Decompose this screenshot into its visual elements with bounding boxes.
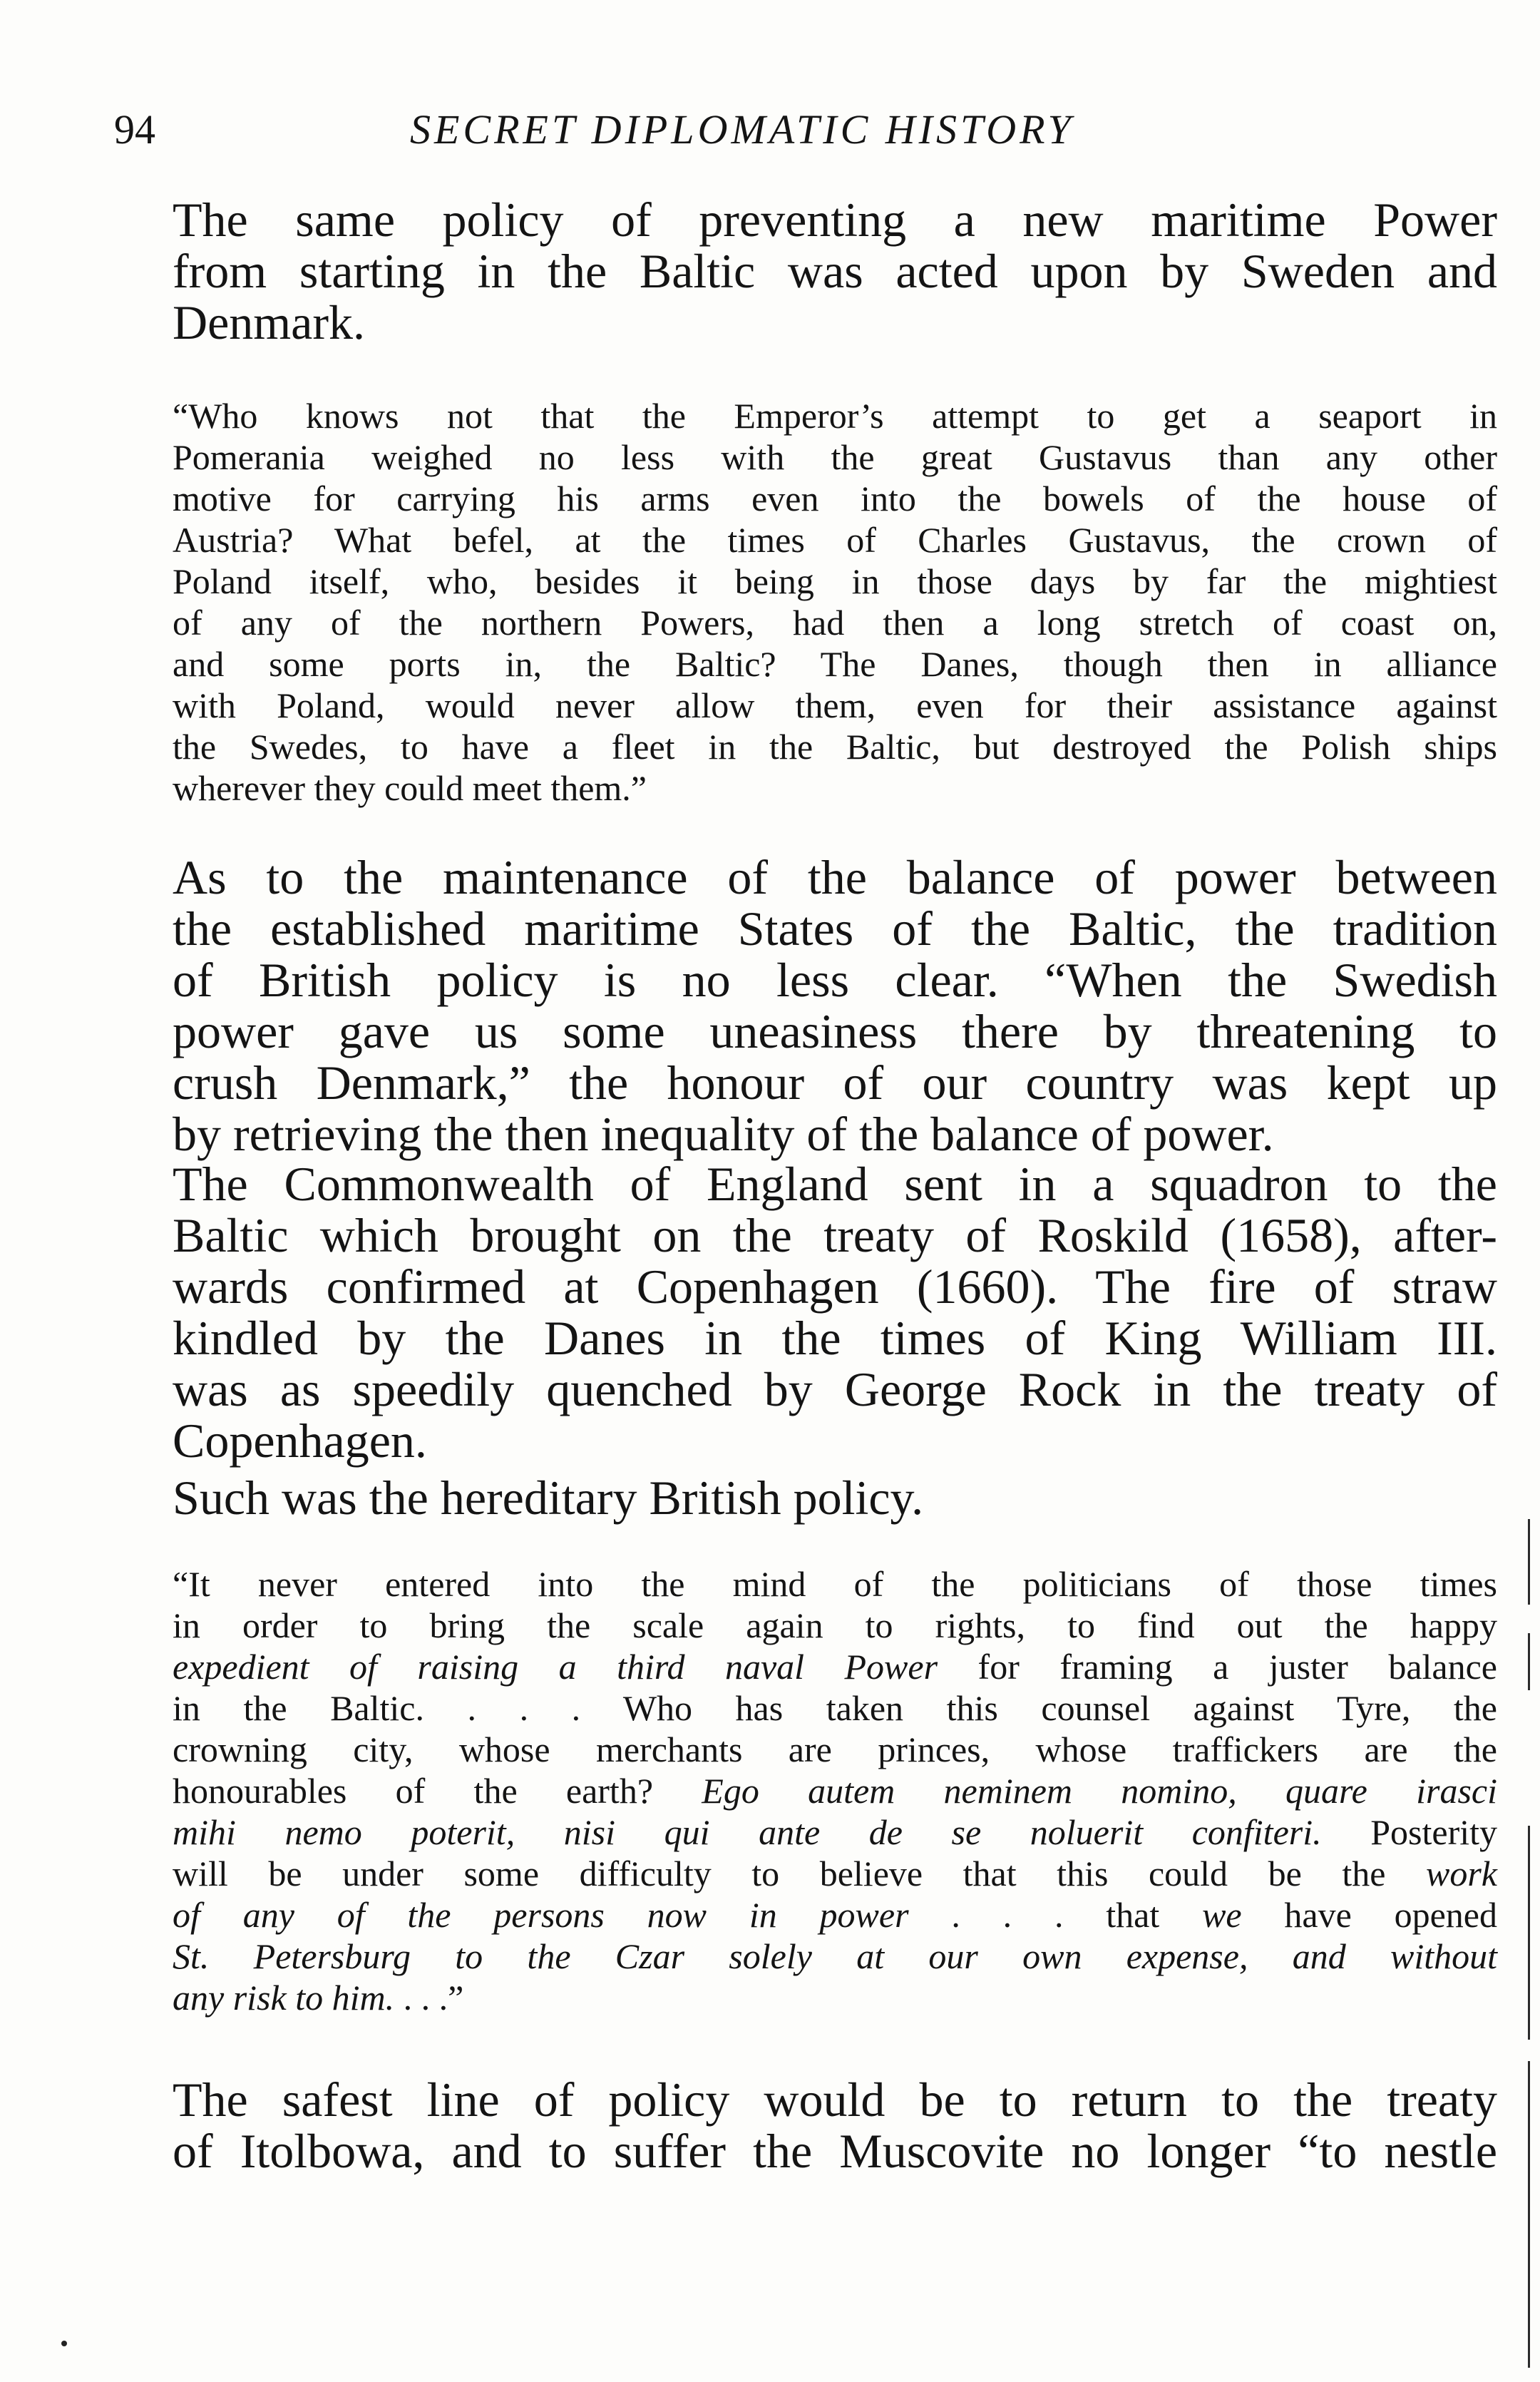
quote-line: wherever they could meet them.” [173,768,647,808]
text-line: was as speedily quenched by George Rock in the treaty of [173,1362,1497,1416]
quote-line [114,1646,1497,1687]
scan-edge-mark [1528,1633,1530,1690]
paragraph-balance-of-power [114,852,1497,1160]
quote-text: honourables of the earth? [173,1771,702,1811]
quote-italic-text: any risk to him. [173,1978,395,2018]
text-line: The same policy of preventing a new maritime Power [173,193,1497,247]
quote-line [114,1977,1497,2018]
quote-text: have opened [1241,1895,1497,1935]
text-line: by retrieving the then inequality of the balance of power. [173,1107,1274,1161]
quote-text: Posterity [1321,1812,1497,1852]
quote-italic-text: we [1202,1895,1242,1935]
text-line: The safest line of policy would be to return to the treaty [173,2072,1497,2127]
running-head [114,101,1497,158]
quote-italic-text: work [1426,1854,1497,1893]
quote-text: “It never entered into the mind of the politicians of those times [173,1564,1497,1604]
text-line: from starting in the Baltic was acted upon by Sweden and [173,244,1497,298]
quote-line: and some ports in, the Baltic? The Danes, though then in alliance [173,644,1497,684]
quote-line [114,1770,1497,1811]
quote-text: in the Baltic. . . . Who has taken this counsel against Tyre, the [173,1688,1497,1728]
quote-line [114,1605,1497,1646]
quote-text: for framing a juster balance [938,1647,1497,1687]
quote-line: of any of the northern Powers, had then a long stretch of coast on, [173,603,1497,643]
quote-line: motive for carrying his arms even into the bowels of the house of [173,479,1497,518]
quote-italic-text: Ego autem neminem nomino, quare irasci [702,1771,1497,1811]
paragraph-hereditary-policy [114,1472,1497,1523]
running-title: SECRET DIPLOMATIC HISTORY [410,106,1074,153]
text-line: Baltic which brought on the treaty of Roskild (1658), after- [173,1208,1497,1262]
scan-edge-mark [1528,1519,1530,1605]
scan-speck [61,2341,67,2346]
text-line: Copenhagen. [173,1414,427,1468]
scan-edge-mark [1528,1826,1530,2040]
text-line: crush Denmark,” the honour of our country was kept up [173,1055,1497,1110]
quote-line: with Poland, would never allow them, even for their assistance against [173,685,1497,725]
quote-line [114,1729,1497,1770]
paragraph-commonwealth [114,1158,1497,1466]
quote-line: Austria? What befel, at the times of Charles Gustavus, the crown of [173,520,1497,560]
paragraph-sweden-denmark [114,194,1497,348]
quote-line: Pomerania weighed no less with the great Gustavus than any other [173,437,1497,477]
quote-text: crowning city, whose merchants are princes, whose traffickers are the [173,1729,1497,1769]
quote-italic-text: St. Petersburg to the Czar solely at our own expense, and without [173,1936,1497,1976]
text-line: wards confirmed at Copenhagen (1660). The fire of straw [173,1259,1497,1314]
paragraph-itolbowa [114,2074,1497,2177]
text-line: Denmark. [173,295,366,349]
block-quote-tyre [114,1563,1497,2018]
quote-line: the Swedes, to have a fleet in the Baltic, but destroyed the Polish ships [173,727,1497,767]
quote-italic-text: mihi nemo poterit, nisi qui ante de se noluerit confiteri. [173,1812,1322,1852]
text-line: Such was the hereditary British policy. [173,1471,924,1525]
block-quote-gustavus [114,395,1497,809]
quote-line [114,1687,1497,1729]
quote-line [114,1811,1497,1853]
text-line: The Commonwealth of England sent in a squadron to the [173,1157,1497,1211]
quote-italic-text: expedient of raising a third naval Power [173,1647,938,1687]
quote-text: . . . that [908,1895,1203,1935]
quote-italic-text: of any of the persons now in power [173,1895,909,1935]
page-number: 94 [114,106,155,153]
quote-line: “Who knows not that the Emperor’s attempt to get a seaport in [173,396,1497,436]
text-line: As to the maintenance of the balance of power between [173,850,1497,904]
quote-text: in order to bring the scale again to rights, to find out the happy [173,1605,1497,1645]
text-line: kindled by the Danes in the times of King William III. [173,1311,1497,1365]
quote-line [114,1563,1497,1605]
text-line: of Itolbowa, and to suffer the Muscovite no longer “to nestle [173,2124,1497,2178]
quote-line: Poland itself, who, besides it being in those days by far the mightiest [173,561,1497,601]
text-line: of British policy is no less clear. “When the Swedish [173,953,1497,1007]
text-line: the established maritime States of the Baltic, the tradition [173,901,1497,956]
quote-line [114,1894,1497,1936]
quote-text: . . .” [394,1978,464,2018]
scan-edge-mark [1528,2061,1530,2368]
text-line: power gave us some uneasiness there by threatening to [173,1004,1497,1058]
quote-line [114,1853,1497,1894]
quote-line [114,1936,1497,1977]
quote-text: will be under some difficulty to believe that this could be the [173,1854,1426,1893]
